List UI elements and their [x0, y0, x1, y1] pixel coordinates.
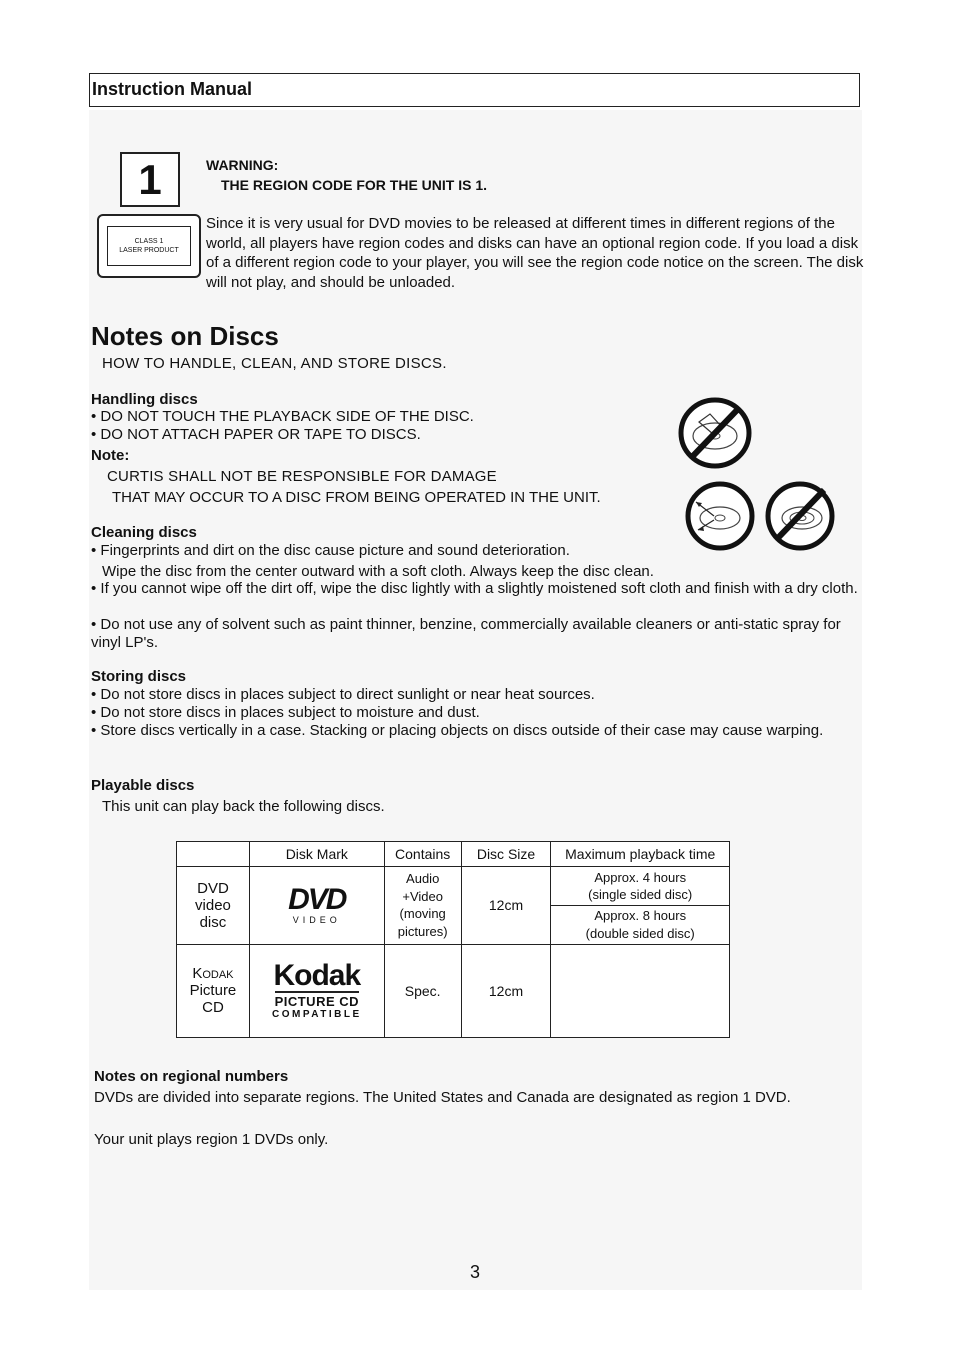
dvd-name-cell — [177, 867, 250, 944]
laser-label-line2: LASER PRODUCT — [119, 247, 179, 254]
laser-product-label-icon — [97, 214, 201, 278]
handling-heading: Handling discs — [91, 391, 198, 408]
dvd-time2-line2: (double sided disc) — [585, 925, 695, 941]
kodak-logo-word: Kodak — [273, 959, 361, 993]
page-number: 3 — [470, 1262, 481, 1282]
playable-heading: Playable discs — [91, 777, 195, 794]
table-header-disk-mark: Disk Mark — [249, 842, 384, 867]
kodak-name-line2: Picture — [189, 982, 237, 1000]
wipe-direction-disc-icon — [684, 480, 756, 552]
dvd-contains-line4: pictures) — [397, 923, 448, 939]
dvd-time-single-cell — [551, 867, 730, 906]
table-header-contains: Contains — [384, 842, 461, 867]
cleaning-item-1: • Fingerprints and dirt on the disc cause picture and sound deterioration. — [91, 542, 570, 559]
dvd-name-line2: video — [195, 896, 231, 914]
warning-body: Since it is very usual for DVD movies to be released at different times in different regions of the world, all players have region codes and disks can have an optional region code. If you load a disk of a different region code to your player, you will see the region code notice on the screen. The disk will not play, and should be unloaded. — [206, 215, 864, 291]
region-1-icon — [120, 152, 180, 207]
kodak-size-cell: 12cm — [461, 944, 551, 1038]
storing-heading: Storing discs — [91, 668, 187, 685]
table-header-blank — [177, 842, 250, 867]
section-subtitle: HOW TO HANDLE, CLEAN, AND STORE DISCS. — [102, 355, 447, 372]
no-touch-disc-icon — [677, 396, 753, 470]
kodak-name-line3: CD — [202, 999, 224, 1017]
dvd-time1-line2: (single sided disc) — [588, 887, 693, 903]
dvd-time1-line1: Approx. 4 hours — [594, 869, 687, 885]
dvd-logo-cell — [249, 867, 384, 944]
header-title: Instruction Manual — [92, 79, 253, 99]
playable-discs-table — [176, 841, 730, 1038]
note-line-2: THAT MAY OCCUR TO A DISC FROM BEING OPERATED IN THE UNIT. — [112, 489, 601, 506]
section-title: Notes on Discs — [91, 321, 279, 351]
cleaning-item-1b: Wipe the disc from the center outward with a soft cloth. Always keep the disc clean. — [102, 563, 654, 580]
kodak-name-cell — [177, 944, 250, 1038]
dvd-name-line1: DVD — [197, 879, 229, 897]
dvd-contains-line2: +Video — [402, 888, 443, 904]
handling-item-1: • DO NOT TOUCH THE PLAYBACK SIDE OF THE DISC. — [91, 408, 474, 425]
dvd-contains-line1: Audio — [406, 871, 440, 887]
dvd-time2-line1: Approx. 8 hours — [594, 908, 687, 924]
note-line-1: CURTIS SHALL NOT BE RESPONSIBLE FOR DAMAGE — [107, 468, 497, 485]
kodak-logo-cell — [249, 944, 384, 1038]
dvd-logo-sub: VIDEO — [292, 914, 341, 925]
cleaning-heading: Cleaning discs — [91, 524, 197, 541]
kodak-picture-cd-logo — [272, 961, 362, 1020]
dvd-video-logo — [288, 882, 346, 926]
regional-heading: Notes on regional numbers — [94, 1068, 289, 1085]
kodak-name-line1: Kodak — [192, 965, 234, 983]
regional-line-2: Your unit plays region 1 DVDs only. — [94, 1131, 329, 1148]
kodak-time-cell — [551, 944, 730, 1038]
dvd-contains-line3: (moving — [399, 906, 446, 922]
kodak-contains-cell: Spec. — [384, 944, 461, 1038]
kodak-logo-compatible: COMPATIBLE — [271, 1009, 362, 1021]
storing-item-3: • Store discs vertically in a case. Stacking or placing objects on discs outside of their case may cause warping. — [91, 722, 824, 739]
storing-item-2: • Do not store discs in places subject to moisture and dust. — [91, 704, 480, 721]
handling-item-2: • DO NOT ATTACH PAPER OR TAPE TO DISCS. — [91, 426, 421, 443]
note-label: Note: — [91, 447, 130, 464]
laser-label-line1: CLASS 1 — [134, 238, 164, 245]
dvd-contains-cell — [384, 867, 461, 944]
storing-item-1: • Do not store discs in places subject to direct sunlight or near heat sources. — [91, 686, 595, 703]
kodak-logo-picture-cd: PICTURE CD — [275, 991, 359, 1009]
dvd-time-double-cell — [551, 906, 730, 944]
warning-label: WARNING: — [206, 157, 279, 173]
warning-headline: THE REGION CODE FOR THE UNIT IS 1. — [221, 177, 488, 193]
regional-line-1: DVDs are divided into separate regions. The United States and Canada are designated as region 1 DVD. — [94, 1089, 791, 1106]
dvd-logo-text: DVD — [288, 882, 346, 916]
region-badge-number: 1 — [138, 155, 162, 203]
no-circular-wipe-icon — [764, 480, 836, 552]
table-header-disc-size: Disc Size — [461, 842, 551, 867]
playable-intro: This unit can play back the following discs. — [102, 798, 385, 815]
cleaning-item-3: • Do not use any of solvent such as paint thinner, benzine, commercially available cleaners or anti-static spray for vinyl LP's. — [91, 616, 841, 651]
dvd-size-cell: 12cm — [461, 867, 551, 944]
dvd-name-line3: disc — [199, 913, 227, 931]
cleaning-item-2: • If you cannot wipe off the dirt off, wipe the disc lightly with a slightly moistened soft cloth and finish with a dry cloth. — [91, 580, 858, 597]
table-header-playback-time: Maximum playback time — [551, 842, 730, 867]
